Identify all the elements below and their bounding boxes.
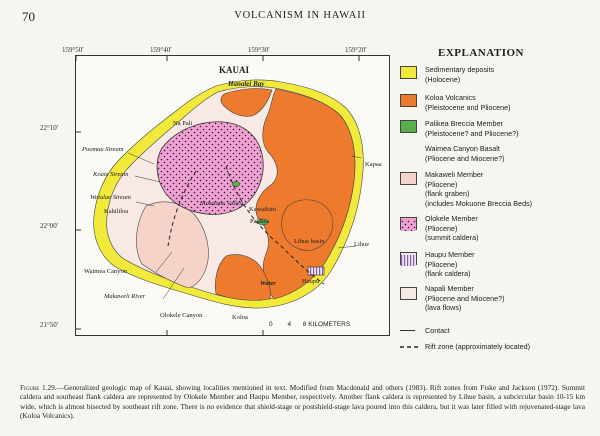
contact-line-icon (400, 330, 415, 331)
page-number: 70 (22, 9, 35, 24)
stripe-pattern-icon (401, 255, 416, 266)
caption-lead: Figure 1.29. (20, 383, 57, 392)
legend-item-makaweli: Makaweli Member (Pliocene) (flank graben) (includes Mokuone Breccia Beds) (425, 170, 533, 208)
geologic-map (75, 55, 390, 336)
running-head: VOLCANISM IN HAWAII (234, 10, 366, 21)
scale-labels (269, 321, 350, 328)
label-koaie-stream: Koaie Stream (93, 171, 129, 178)
label-koloa: Koloa (232, 314, 248, 321)
label-mokuone-valley: Mokuone Valley (200, 200, 244, 207)
lat-label-3: 21°50' (40, 321, 59, 329)
label-olokele-canyon: Olokele Canyon (160, 312, 203, 319)
legend-swatch-haupu (400, 252, 417, 265)
legend-item-palikea: Palikea Breccia Member (Pleistocene? and Pliocene?) (425, 119, 519, 138)
label-waimea-canyon: Waimea Canyon (84, 268, 127, 275)
legend-item-waimea: Waimea Canyon Basalt (Pliocene and Miocene?) (425, 144, 505, 163)
label-makaweli-river: Makaweli River (104, 293, 146, 300)
unit-palikea-2 (232, 182, 240, 187)
legend-swatch-palikea (400, 120, 417, 133)
label-kahililoa: Kahililoa (104, 208, 129, 215)
legend-item-napali: Napali Member (Pliocene and Miocene?) (lava flows) (425, 284, 505, 312)
legend-swatch-olokele (400, 217, 417, 230)
lon-label-1: 159°50' (62, 46, 84, 54)
label-poomau-stream: Poomau Stream (82, 146, 124, 153)
dot-pattern-icon (401, 220, 416, 231)
legend-item-haupu: Haupu Member (Pliocene) (flank caldera) (425, 250, 475, 278)
label-lihue: Lihue (354, 241, 370, 248)
label-palikea: Palikea (250, 218, 270, 225)
unit-haupu (308, 267, 324, 275)
label-waialae-stream: Waialae Stream (90, 194, 131, 201)
rift-zone-line-icon (400, 345, 420, 349)
label-kawaikini: Kawaikini (249, 206, 277, 213)
legend-item-sedimentary: Sedimentary deposits (Holocene) (425, 65, 495, 84)
scale-tick-4: 4 (287, 321, 292, 328)
label-kapaa: Kapaa (365, 161, 382, 168)
unit-koloa-east (256, 89, 355, 299)
label-na-pali: Na Pali (173, 120, 193, 127)
map-title: KAUAI (219, 65, 250, 75)
legend-contact: Contact (425, 326, 450, 335)
lat-label-1: 22°10' (40, 124, 59, 132)
legend-swatch-koloa (400, 94, 417, 107)
lon-label-4: 159°20' (345, 46, 367, 54)
label-water: Water (260, 280, 276, 287)
scale-tick-0: 0 (269, 321, 273, 328)
scale-tick-8: 8 KILOMETERS (302, 321, 351, 328)
legend-swatch-sedimentary (400, 66, 417, 79)
label-hanalei-bay: Hanalei Bay (228, 80, 265, 88)
caption-text: —Generalized geologic map of Kauai, showing localities mentioned in text. Modified from Macdonald and others (1983). Rift zones from Fiske and Jackson (1972). Summit caldera and southeast flank caldera are represented by Olokele Member and Haupu Member, respectively. Another flank caldera is represented by Lihue basin, a subcircular basin 10-15 km wide, which is almost bisected by southeast rift zone. There is no evidence that shield-stage or postshield-stage lava poured into this caldera, but it was later filled with rejuvenated-stage lava (Koloa Volcanics). (20, 383, 585, 421)
label-haupu: Haupu (302, 278, 320, 285)
legend-item-olokele: Olokele Member (Pliocene) (summit caldera) (425, 214, 479, 242)
lon-label-3: 159°30' (248, 46, 270, 54)
lat-label-2: 22°00' (40, 222, 59, 230)
legend-item-koloa: Koloa Volcanics (Pleistocene and Pliocene) (425, 93, 511, 112)
legend-rift-zone: Rift zone (approximately located) (425, 342, 531, 351)
legend-swatch-makaweli (400, 172, 417, 185)
label-lihue-basin: Lihue basin (294, 238, 325, 245)
figure-caption (20, 383, 585, 421)
legend-title: EXPLANATION (438, 47, 524, 59)
legend-swatch-napali (400, 287, 417, 300)
lon-label-2: 159°40' (150, 46, 172, 54)
